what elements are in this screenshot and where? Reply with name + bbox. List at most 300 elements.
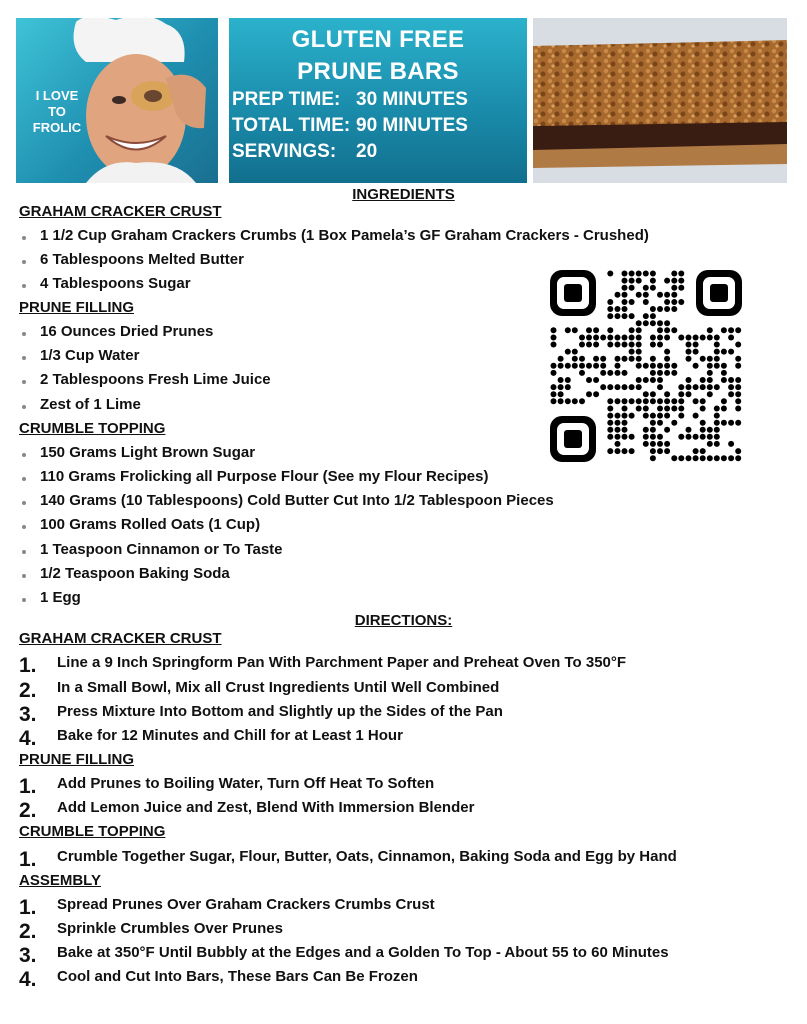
step-number: 1. [19, 775, 37, 798]
qr-dot [643, 441, 649, 447]
qr-dot [657, 363, 663, 369]
qr-dot [607, 370, 613, 376]
qr-dot [678, 391, 684, 397]
qr-dot [678, 455, 684, 461]
qr-dot [558, 363, 564, 369]
qr-dot [643, 285, 649, 291]
qr-dot [678, 271, 684, 277]
qr-dot [664, 441, 670, 447]
qr-dot [593, 377, 599, 383]
total-time-row [232, 115, 468, 137]
qr-dot [735, 398, 741, 404]
qr-dot [657, 370, 663, 376]
prep-time-value: 30 MINUTES [356, 89, 468, 110]
qr-dot [678, 285, 684, 291]
qr-dot [615, 413, 621, 419]
qr-dot [629, 384, 635, 390]
qr-dot [657, 335, 663, 341]
qr-dot [671, 285, 677, 291]
ingredient-item: 1/2 Teaspoon Baking Soda [40, 565, 230, 582]
qr-dot [707, 335, 713, 341]
qr-dot [565, 398, 571, 404]
qr-dot [721, 370, 727, 376]
step-text: Line a 9 Inch Springform Pan With Parchment Paper and Preheat Oven To 350°F [57, 654, 627, 671]
qr-dot [636, 406, 642, 412]
ingredient-item: 2 Tablespoons Fresh Lime Juice [40, 371, 271, 388]
qr-dot [664, 427, 670, 433]
qr-dot [664, 320, 670, 326]
qr-dot [707, 441, 713, 447]
qr-dot [686, 434, 692, 440]
qr-dot [671, 278, 677, 284]
qr-dot [714, 413, 720, 419]
qr-dot [707, 370, 713, 376]
qr-dot [735, 384, 741, 390]
recipe-title-line1: GLUTEN FREE [291, 26, 465, 53]
qr-dot [629, 434, 635, 440]
qr-dot [650, 377, 656, 383]
qr-dot [693, 434, 699, 440]
qr-dot [629, 285, 635, 291]
qr-dot [664, 391, 670, 397]
ingredient-item: 1/3 Cup Water [40, 347, 140, 364]
qr-dot [636, 384, 642, 390]
qr-dot [579, 363, 585, 369]
qr-dot [551, 391, 557, 397]
qr-dot [643, 427, 649, 433]
qr-dot [700, 420, 706, 426]
qr-dot [636, 398, 642, 404]
ingredient-item: 110 Grams Frolicking all Purpose Flour (See my Flour Recipes) [40, 468, 489, 485]
qr-dot [650, 356, 656, 362]
ingredient-item: 4 Tablespoons Sugar [40, 275, 191, 292]
qr-dot [636, 335, 642, 341]
ingredient-section-topping-title: CRUMBLE TOPPING [19, 420, 166, 437]
qr-dot [607, 335, 613, 341]
ingredient-item: 100 Grams Rolled Oats (1 Cup) [40, 516, 261, 533]
recipe-header [0, 0, 807, 190]
step-text: Cool and Cut Into Bars, These Bars Can Be Frozen [57, 968, 418, 985]
qr-dot [735, 356, 741, 362]
qr-dot [622, 413, 628, 419]
qr-dot [678, 384, 684, 390]
qr-dot [707, 455, 713, 461]
qr-dot [714, 441, 720, 447]
qr-code[interactable] [546, 266, 746, 466]
qr-dot [551, 342, 557, 348]
qr-dot [714, 342, 720, 348]
qr-dot [671, 306, 677, 312]
qr-dot [551, 370, 557, 376]
qr-dot [728, 377, 734, 383]
qr-dot [664, 349, 670, 355]
qr-dot [643, 391, 649, 397]
qr-dot [607, 413, 613, 419]
step-number: 1. [19, 896, 37, 919]
qr-dot [615, 306, 621, 312]
step-number: 4. [19, 968, 37, 991]
qr-dot [572, 398, 578, 404]
qr-dot [586, 363, 592, 369]
qr-dot [586, 342, 592, 348]
ingredient-item: 1 Egg [40, 589, 81, 606]
qr-dot [707, 427, 713, 433]
prep-time-row [232, 89, 468, 111]
step-text: Press Mixture Into Bottom and Slightly up the Sides of the Pan [57, 703, 503, 720]
ingredient-item: 150 Grams Light Brown Sugar [40, 444, 256, 461]
step-text: Add Lemon Juice and Zest, Blend With Immersion Blender [57, 799, 475, 816]
qr-dot [622, 335, 628, 341]
qr-dot [622, 342, 628, 348]
qr-dot [622, 420, 628, 426]
ingredient-item: 140 Grams (10 Tablespoons) Cold Butter Cut Into 1/2 Tablespoon Pieces [40, 492, 554, 509]
qr-dot [707, 377, 713, 383]
prep-time-label: PREP TIME: [232, 89, 341, 110]
qr-dot [664, 327, 670, 333]
qr-dot [572, 327, 578, 333]
qr-dot [693, 335, 699, 341]
servings-label: SERVINGS: [232, 141, 337, 162]
step-number: 2. [19, 920, 37, 943]
qr-dot [700, 377, 706, 383]
qr-dot [622, 427, 628, 433]
qr-dot [657, 441, 663, 447]
qr-dot [593, 335, 599, 341]
qr-dot [565, 377, 571, 383]
qr-dot [721, 363, 727, 369]
qr-dot [629, 299, 635, 305]
qr-dot [650, 391, 656, 397]
qr-dot [714, 455, 720, 461]
qr-dot [714, 434, 720, 440]
qr-dot [650, 320, 656, 326]
qr-dot [728, 335, 734, 341]
qr-dot [607, 327, 613, 333]
qr-dot [714, 420, 720, 426]
qr-dot [664, 356, 670, 362]
qr-dot [622, 448, 628, 454]
qr-dot [551, 384, 557, 390]
qr-dot [607, 299, 613, 305]
qr-dot [636, 349, 642, 355]
qr-dot [629, 278, 635, 284]
qr-dot [650, 427, 656, 433]
qr-dot [600, 356, 606, 362]
qr-dot [735, 327, 741, 333]
qr-dot [678, 398, 684, 404]
qr-dot [686, 455, 692, 461]
qr-dot [664, 335, 670, 341]
qr-dot [565, 349, 571, 355]
qr-dot [629, 448, 635, 454]
qr-dot [650, 278, 656, 284]
qr-dot [700, 448, 706, 454]
qr-dot [579, 370, 585, 376]
qr-dot [622, 406, 628, 412]
qr-dot [714, 427, 720, 433]
ingredient-section-filling-title: PRUNE FILLING [19, 299, 134, 316]
qr-dot [693, 455, 699, 461]
ingredient-item: 16 Ounces Dried Prunes [40, 323, 214, 340]
qr-dot [657, 448, 663, 454]
qr-dot [678, 406, 684, 412]
qr-dot [671, 370, 677, 376]
qr-dot [629, 271, 635, 277]
direction-section-crust-title: GRAHAM CRACKER CRUST [19, 630, 222, 647]
qr-dot [721, 398, 727, 404]
qr-dot [643, 398, 649, 404]
qr-dot [593, 391, 599, 397]
total-time-value: 90 MINUTES [356, 115, 468, 136]
qr-dot [721, 327, 727, 333]
qr-dot [686, 377, 692, 383]
qr-dot [671, 363, 677, 369]
step-number: 4. [19, 727, 37, 750]
qr-dot [551, 363, 557, 369]
qr-dot [657, 320, 663, 326]
qr-dot [607, 434, 613, 440]
qr-dot [629, 356, 635, 362]
qr-dot [650, 441, 656, 447]
qr-dot [700, 398, 706, 404]
ingredient-section-crust-title: GRAHAM CRACKER CRUST [19, 203, 222, 220]
qr-dot [664, 406, 670, 412]
qr-dot [693, 413, 699, 419]
qr-dot [700, 406, 706, 412]
qr-dot [607, 384, 613, 390]
qr-dot [671, 327, 677, 333]
qr-dot [593, 356, 599, 362]
qr-dot [686, 356, 692, 362]
qr-dot [735, 406, 741, 412]
qr-dot [643, 406, 649, 412]
qr-dot [565, 363, 571, 369]
qr-dot [643, 377, 649, 383]
ingredient-item: 1 1/2 Cup Graham Crackers Crumbs (1 Box Pamela’s GF Graham Crackers - Crushed) [40, 227, 649, 244]
qr-dot [629, 349, 635, 355]
qr-dot [629, 398, 635, 404]
qr-dot [551, 327, 557, 333]
step-text: Sprinkle Crumbles Over Prunes [57, 920, 283, 937]
qr-dot [615, 427, 621, 433]
qr-dot [693, 384, 699, 390]
qr-dot [714, 363, 720, 369]
qr-dot [622, 292, 628, 298]
qr-dot [636, 363, 642, 369]
qr-dot [572, 349, 578, 355]
qr-dot [636, 356, 642, 362]
qr-dot [714, 384, 720, 390]
qr-dot [629, 413, 635, 419]
qr-dot [586, 377, 592, 383]
qr-dot [714, 356, 720, 362]
ingredients-heading: INGREDIENTS [352, 186, 455, 203]
qr-dot [615, 441, 621, 447]
qr-dot [607, 271, 613, 277]
qr-dot [686, 342, 692, 348]
qr-dot [572, 363, 578, 369]
qr-dot [664, 278, 670, 284]
qr-dot [650, 271, 656, 277]
qr-dot [721, 377, 727, 383]
prune-bar-illustration [533, 18, 787, 183]
qr-dot [657, 398, 663, 404]
qr-dot [579, 398, 585, 404]
qr-dot [643, 320, 649, 326]
qr-dot [607, 398, 613, 404]
qr-dot [643, 434, 649, 440]
qr-dot [657, 342, 663, 348]
qr-dot [636, 327, 642, 333]
chef-photo [16, 18, 218, 183]
qr-dot [593, 363, 599, 369]
qr-dot [678, 434, 684, 440]
qr-dot [735, 455, 741, 461]
qr-dot [615, 398, 621, 404]
qr-dot [657, 406, 663, 412]
qr-dot [693, 342, 699, 348]
qr-dot [693, 363, 699, 369]
step-text: In a Small Bowl, Mix all Crust Ingredients Until Well Combined [57, 679, 500, 696]
qr-dot [615, 448, 621, 454]
qr-dot [615, 420, 621, 426]
qr-dot [565, 384, 571, 390]
qr-dot [650, 306, 656, 312]
direction-section-filling-title: PRUNE FILLING [19, 751, 134, 768]
qr-dot [721, 420, 727, 426]
qr-dot [707, 434, 713, 440]
qr-dot [657, 413, 663, 419]
qr-dot [650, 363, 656, 369]
qr-dot [735, 391, 741, 397]
qr-dot [721, 455, 727, 461]
qr-dot [671, 398, 677, 404]
qr-dot [615, 356, 621, 362]
qr-dot [693, 448, 699, 454]
qr-dot [735, 342, 741, 348]
qr-dot [615, 342, 621, 348]
qr-dot [622, 384, 628, 390]
face-shape [86, 54, 186, 178]
qr-dot [600, 363, 606, 369]
qr-dot [650, 313, 656, 319]
qr-dot [636, 377, 642, 383]
recipe-title-line2: PRUNE BARS [297, 58, 459, 85]
qr-dot [650, 455, 656, 461]
chef-caption: I LOVE TO FROLIC [32, 88, 82, 135]
qr-dot [657, 306, 663, 312]
qr-dot [735, 377, 741, 383]
qr-dot [622, 299, 628, 305]
qr-dot [558, 377, 564, 383]
qr-dot [700, 335, 706, 341]
qr-dot [622, 370, 628, 376]
step-text: Bake for 12 Minutes and Chill for at Least 1 Hour [57, 727, 403, 744]
qr-dot [643, 413, 649, 419]
qr-dot [721, 406, 727, 412]
qr-dot [707, 384, 713, 390]
step-number: 3. [19, 703, 37, 726]
qr-dot [586, 327, 592, 333]
qr-dot [636, 271, 642, 277]
qr-dot [586, 335, 592, 341]
qr-dot [686, 384, 692, 390]
qr-dot [664, 292, 670, 298]
qr-dot [657, 292, 663, 298]
qr-dot [622, 271, 628, 277]
qr-dot [721, 349, 727, 355]
qr-dot [607, 420, 613, 426]
qr-dot [636, 292, 642, 298]
qr-dot [622, 285, 628, 291]
qr-dot [558, 391, 564, 397]
qr-dot [551, 335, 557, 341]
qr-dot [650, 370, 656, 376]
step-number: 1. [19, 848, 37, 871]
qr-dot [600, 370, 606, 376]
step-text: Add Prunes to Boiling Water, Turn Off Heat To Soften [57, 775, 435, 792]
step-number: 2. [19, 799, 37, 822]
qr-dot [629, 342, 635, 348]
ingredient-item: 1 Teaspoon Cinnamon or To Taste [40, 541, 283, 558]
qr-dot [643, 363, 649, 369]
qr-dot [650, 434, 656, 440]
qr-dot [678, 299, 684, 305]
qr-dot [643, 271, 649, 277]
qr-dot [615, 363, 621, 369]
qr-dot [593, 327, 599, 333]
qr-dot [728, 349, 734, 355]
qr-dot [700, 427, 706, 433]
qr-dot [671, 299, 677, 305]
qr-dot [615, 313, 621, 319]
qr-dot [664, 398, 670, 404]
qr-dot [714, 406, 720, 412]
qr-dot [657, 327, 663, 333]
step-text: Bake at 350°F Until Bubbly at the Edges and a Golden To Top - About 55 to 60 Minutes [57, 944, 669, 961]
qr-dot [579, 335, 585, 341]
step-text: Crumble Together Sugar, Flour, Butter, Oats, Cinnamon, Baking Soda and Egg by Hand [57, 848, 677, 865]
qr-dot [650, 398, 656, 404]
qr-dot [629, 335, 635, 341]
qr-dot [586, 391, 592, 397]
ingredient-item: 6 Tablespoons Melted Butter [40, 251, 244, 268]
qr-dot [565, 327, 571, 333]
qr-dot [622, 278, 628, 284]
qr-dot [707, 363, 713, 369]
qr-dot [728, 455, 734, 461]
qr-dot [700, 356, 706, 362]
qr-dot [551, 398, 557, 404]
qr-dot [671, 406, 677, 412]
qr-dot [607, 427, 613, 433]
qr-dot [714, 335, 720, 341]
qr-dot [643, 313, 649, 319]
step-number: 2. [19, 679, 37, 702]
qr-dot [671, 271, 677, 277]
qr-dot [735, 448, 741, 454]
qr-dot [650, 413, 656, 419]
qr-dot [735, 420, 741, 426]
directions-heading: DIRECTIONS: [354, 612, 453, 629]
qr-dot [607, 448, 613, 454]
qr-dot [600, 335, 606, 341]
qr-dot [650, 342, 656, 348]
qr-dot [707, 356, 713, 362]
qr-dot [678, 413, 684, 419]
servings-value: 20 [356, 141, 378, 162]
qr-dot [671, 292, 677, 298]
